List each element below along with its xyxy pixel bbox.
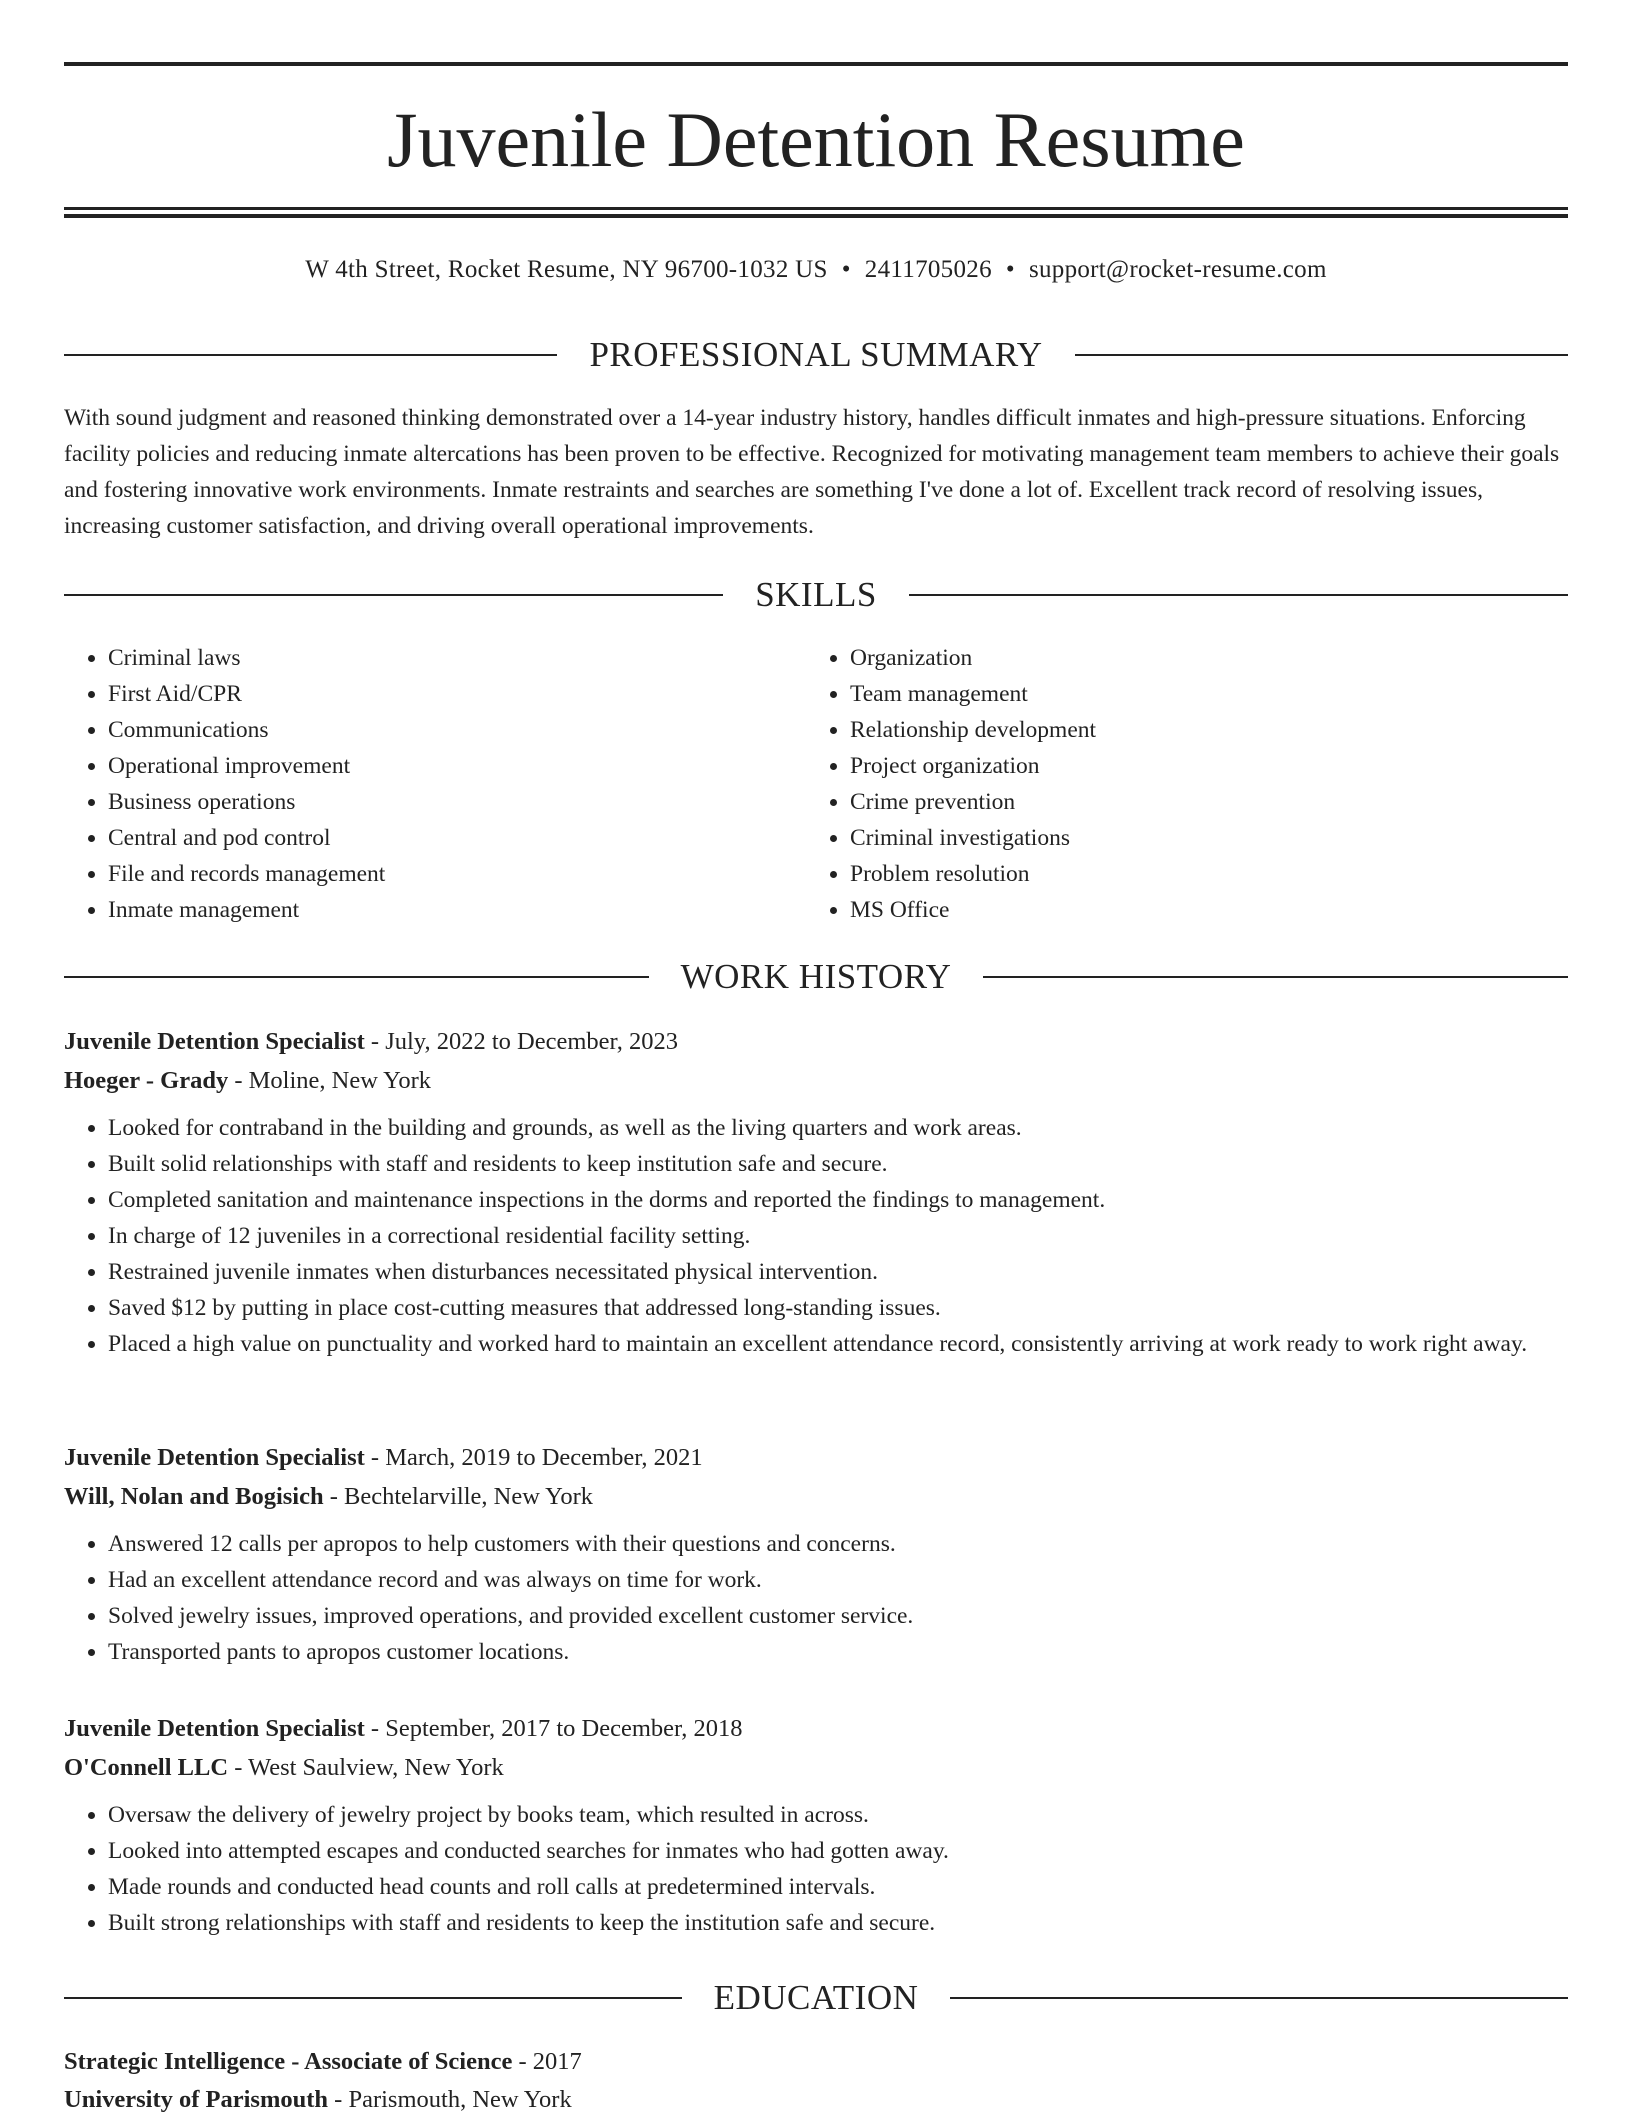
- skill-item: • Operational improvement: [108, 748, 385, 784]
- job-bullet: • In charge of 12 juveniles in a correctional residential facility setting.: [108, 1218, 1568, 1254]
- heading-rule-left: [64, 1997, 682, 1999]
- job-bullet: • Built solid relationships with staff and residents to keep institution safe and secure.: [108, 1146, 1568, 1182]
- job-company: Will, Nolan and Bogisich: [64, 1483, 324, 1510]
- job-bullet: • Solved jewelry issues, improved operations, and provided excellent customer service.: [108, 1598, 1568, 1634]
- contact-email: support@rocket-resume.com: [1028, 256, 1327, 283]
- job-bullets: [64, 1110, 1568, 1362]
- skills-list-left: [64, 640, 385, 928]
- job-bullet: • Saved $12 by putting in place cost-cutting measures that addressed long-standing issues.: [108, 1290, 1568, 1326]
- job-bullets: [64, 1526, 1568, 1670]
- job-bullet: • Looked into attempted escapes and conducted searches for inmates who had gotten away.: [108, 1833, 1568, 1869]
- skill-item: • Project organization: [850, 748, 1096, 784]
- job-company-line: [64, 1061, 1568, 1100]
- top-rule: [64, 62, 1568, 66]
- contact-separator: •: [841, 256, 851, 283]
- job-title: Juvenile Detention Specialist: [64, 1715, 365, 1742]
- heading-rule-right: [983, 976, 1568, 978]
- job-dates: - September, 2017 to December, 2018: [364, 1715, 743, 1742]
- job-title-line: [64, 1022, 1568, 1061]
- job-location: - Moline, New York: [228, 1067, 432, 1094]
- skill-item: • Relationship development: [850, 712, 1096, 748]
- job-company-line: [64, 1477, 1568, 1516]
- job-title-line: [64, 1709, 1568, 1748]
- title-rule-upper: [64, 207, 1568, 210]
- heading-rule-left: [64, 976, 649, 978]
- job-dates: - March, 2019 to December, 2021: [364, 1444, 703, 1471]
- skills-heading: [64, 573, 1568, 617]
- skill-item: • Communications: [108, 712, 385, 748]
- skill-item: • Central and pod control: [108, 820, 385, 856]
- skill-item: • First Aid/CPR: [108, 676, 385, 712]
- job-entry: [64, 1438, 1568, 1670]
- summary-heading-label: PROFESSIONAL SUMMARY: [589, 335, 1043, 374]
- work-heading-label: WORK HISTORY: [680, 957, 952, 996]
- job-bullet: • Completed sanitation and maintenance inspections in the dorms and reported the findings to management.: [108, 1182, 1568, 1218]
- job-bullet: • Oversaw the delivery of jewelry project by books team, which resulted in across.: [108, 1797, 1568, 1833]
- title-rule-lower: [64, 214, 1568, 218]
- skill-item: • Crime prevention: [850, 784, 1096, 820]
- job-location: - West Saulview, New York: [228, 1754, 504, 1781]
- contact-separator: •: [1005, 256, 1015, 283]
- education-heading: [64, 1976, 1568, 2020]
- skill-item: • File and records management: [108, 856, 385, 892]
- job-entry: [64, 1709, 1568, 1941]
- job-dates: - July, 2022 to December, 2023: [364, 1028, 678, 1055]
- job-location: - Bechtelarville, New York: [323, 1483, 594, 1510]
- skills-list-right: [806, 640, 1096, 928]
- skill-item: • Business operations: [108, 784, 385, 820]
- education-year: - 2017: [512, 2048, 582, 2075]
- job-company-line: [64, 1748, 1568, 1787]
- job-bullet: • Looked for contraband in the building and grounds, as well as the living quarters and work areas.: [108, 1110, 1568, 1146]
- job-bullet: • Built strong relationships with staff and residents to keep the institution safe and secure.: [108, 1905, 1568, 1941]
- job-entry: [64, 1022, 1568, 1362]
- contact-phone: 2411705026: [864, 256, 992, 283]
- job-company: Hoeger - Grady: [64, 1067, 229, 1094]
- skill-item: • Criminal laws: [108, 640, 385, 676]
- education-degree-line: [64, 2042, 1568, 2081]
- education-degree: Strategic Intelligence - Associate of Science: [64, 2048, 513, 2075]
- job-title: Juvenile Detention Specialist: [64, 1028, 365, 1055]
- job-bullet: • Transported pants to apropos customer locations.: [108, 1634, 1568, 1670]
- skill-item: • Inmate management: [108, 892, 385, 928]
- job-company: O'Connell LLC: [64, 1754, 229, 1781]
- heading-rule-right: [1075, 354, 1568, 356]
- heading-rule-right: [909, 594, 1568, 596]
- heading-rule-left: [64, 594, 723, 596]
- skill-item: • MS Office: [850, 892, 1096, 928]
- summary-heading: [64, 333, 1568, 377]
- skill-item: • Problem resolution: [850, 856, 1096, 892]
- summary-text: With sound judgment and reasoned thinking demonstrated over a 14-year industry history, handles difficult inmates and high-pressure situations. Enforcing facility policies and reducing inmate altercations has been proven to be effective. Recognized for motivating management team members to achieve their goals and fostering innovative work environments. Inmate restraints and searches are something I've done a lot of. Excellent track record of resolving issues, increasing customer satisfaction, and driving overall operational improvements.: [64, 405, 1560, 539]
- education-school-line: [64, 2080, 1568, 2119]
- job-bullet: • Answered 12 calls per apropos to help customers with their questions and concerns.: [108, 1526, 1568, 1562]
- job-bullets: [64, 1797, 1568, 1941]
- job-bullet: • Placed a high value on punctuality and worked hard to maintain an excellent attendance record, consistently arriving at work ready to work right away.: [108, 1326, 1568, 1362]
- contact-address: W 4th Street, Rocket Resume, NY 96700-1032 US: [305, 256, 828, 283]
- page-title: Juvenile Detention Resume: [387, 96, 1245, 183]
- education-school: University of Parismouth: [64, 2086, 329, 2113]
- work-heading: [64, 955, 1568, 999]
- skill-item: • Organization: [850, 640, 1096, 676]
- contact-line: [64, 252, 1568, 288]
- job-bullet: • Restrained juvenile inmates when disturbances necessitated physical intervention.: [108, 1254, 1568, 1290]
- job-title-line: [64, 1438, 1568, 1477]
- job-bullet: • Had an excellent attendance record and was always on time for work.: [108, 1562, 1568, 1598]
- skill-item: • Criminal investigations: [850, 820, 1096, 856]
- job-bullet: • Made rounds and conducted head counts and roll calls at predetermined intervals.: [108, 1869, 1568, 1905]
- skills-heading-label: SKILLS: [755, 575, 877, 614]
- heading-rule-right: [950, 1997, 1568, 1999]
- education-heading-label: EDUCATION: [713, 1978, 919, 2017]
- education-location: - Parismouth, New York: [328, 2086, 572, 2113]
- job-title: Juvenile Detention Specialist: [64, 1444, 365, 1471]
- heading-rule-left: [64, 354, 557, 356]
- skill-item: • Team management: [850, 676, 1096, 712]
